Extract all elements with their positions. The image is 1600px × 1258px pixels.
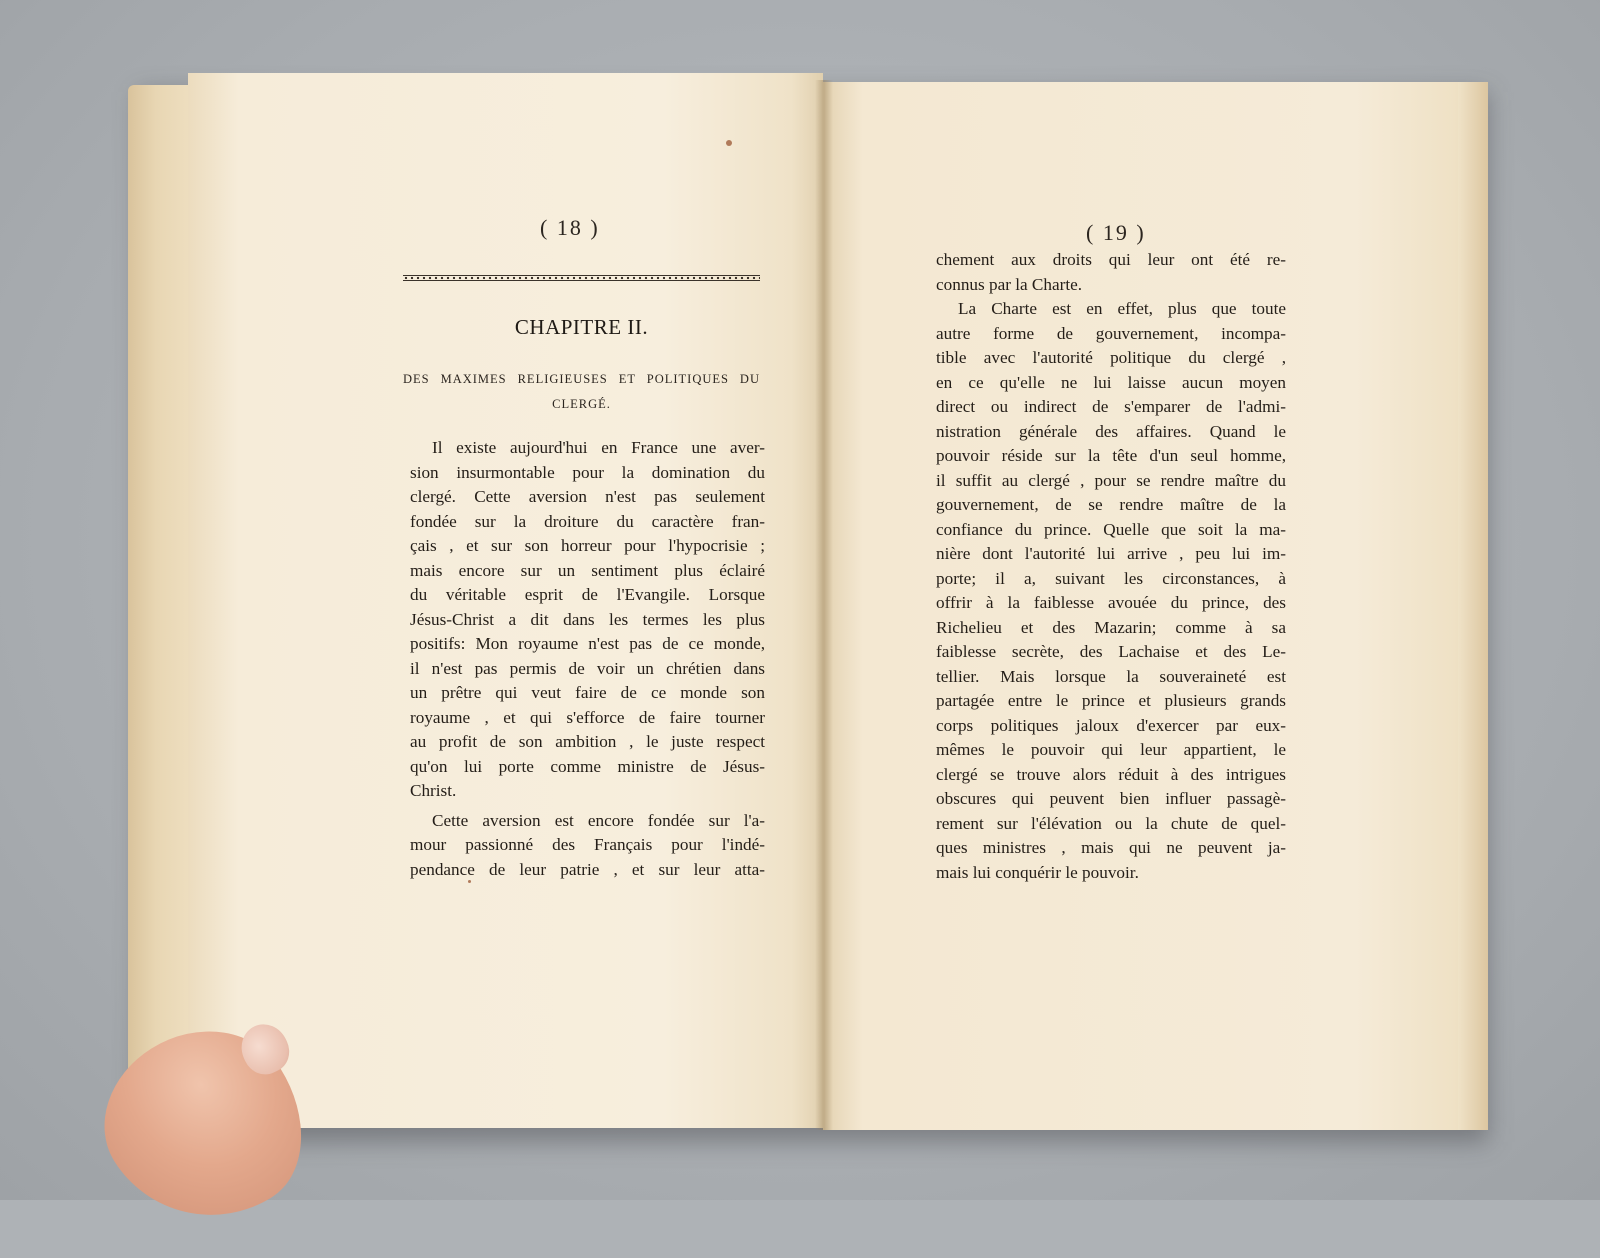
text-line: Christ. (410, 781, 457, 800)
text-line: La Charte est en effet, plus que toute (958, 299, 1286, 318)
text-line: nière dont l'autorité lui arrive , peu lui im- (936, 544, 1286, 563)
text-line: du véritable esprit de l'Evangile. Lorsque (410, 585, 765, 604)
text-line: mour passionné des Français pour l'indé- (410, 835, 765, 854)
text-line: rement sur l'élévation ou la chute de quel- (936, 813, 1286, 833)
text-line: royaume , et qui s'efforce de faire tourner (410, 707, 765, 727)
text-line: ques ministres , mais qui ne peuvent ja- (936, 838, 1286, 857)
text-line: mais encore sur un sentiment plus éclairé (410, 560, 765, 580)
text-line: direct ou indirect de s'emparer de l'admi- (936, 397, 1286, 416)
text-line: chement aux droits qui leur ont été re- (936, 250, 1286, 269)
foxing-spot (726, 140, 732, 146)
book-gutter (815, 80, 833, 1130)
text-line: pouvoir réside sur la tête d'un seul homme, (936, 446, 1286, 465)
text-line: porte; il a, suivant les circonstances, à (936, 568, 1286, 588)
text-line: mais lui conquérir le pouvoir. (936, 862, 1139, 882)
text-line: positifs: Mon royaume n'est pas de ce monde, (410, 634, 765, 653)
text-line: connus par la Charte. (936, 274, 1083, 294)
text-line: qu'on lui porte comme ministre de Jésus- (410, 756, 765, 776)
page-number-right: ( 19 ) (1086, 220, 1146, 245)
text-line: sion insurmontable pour la domination du (410, 462, 765, 482)
text-line: corps politiques jaloux d'exercer par eux- (936, 715, 1286, 735)
text-line: autre forme de gouvernement, incompa- (936, 323, 1286, 343)
text-line: gouvernement, de se rendre maître de la (936, 495, 1286, 514)
chapter-subtitle-line: CLERGÉ. (552, 396, 611, 411)
page-number-left: ( 18 ) (540, 215, 600, 240)
text-line: obscures qui peuvent bien influer passagè- (936, 789, 1286, 808)
text-line: clergé. Cette aversion n'est pas seulement (410, 487, 765, 506)
text-line: partagée entre le prince et plusieurs grands (936, 691, 1286, 710)
text-line: nistration générale des affaires. Quand le (936, 421, 1286, 441)
text-line: il suffit au clergé , pour se rendre maître du (936, 470, 1286, 490)
text-line: Jésus-Christ a dit dans les termes les plus (410, 609, 765, 629)
ornamental-rule (403, 275, 760, 281)
text-line: au profit de son ambition , le juste respect (410, 732, 765, 751)
text-line: un prêtre qui veut faire de ce monde son (410, 683, 765, 702)
text-line: Cette aversion est encore fondée sur l'a- (432, 810, 765, 830)
text-line: il n'est pas permis de voir un chrétien dans (410, 658, 765, 678)
text-line: fondée sur la droiture du caractère fran- (410, 511, 765, 531)
right-page-body (936, 248, 1286, 885)
text-line: faiblesse secrète, des Lachaise et des Le- (936, 642, 1286, 661)
text-line: Il existe aujourd'hui en France une aver- (432, 438, 765, 457)
chapter-subtitle (403, 366, 760, 415)
right-page-edge (1458, 82, 1488, 1130)
text-line: en ce qu'elle ne lui laisse aucun moyen (936, 372, 1286, 392)
left-page-body (410, 436, 765, 882)
text-line: clergé se trouve alors réduit à des intrigues (936, 764, 1286, 784)
text-line: mêmes le pouvoir qui leur appartient, le (936, 740, 1286, 759)
text-line: confiance du prince. Quelle que soit la ma- (936, 519, 1286, 539)
chapter-title: CHAPITRE II. (514, 315, 649, 339)
text-line: pendance de leur patrie , et sur leur atta- (410, 859, 765, 879)
text-line: offrir à la faiblesse avouée du prince, des (936, 593, 1286, 612)
text-line: çais , et sur son horreur pour l'hypocrisie ; (410, 536, 765, 555)
text-line: Richelieu et des Mazarin; comme à sa (936, 617, 1286, 637)
text-line: tellier. Mais lorsque la souveraineté est (936, 666, 1286, 686)
text-line: tible avec l'autorité politique du clergé , (936, 348, 1286, 367)
chapter-subtitle-line: DES MAXIMES RELIGIEUSES ET POLITIQUES DU (403, 372, 760, 386)
